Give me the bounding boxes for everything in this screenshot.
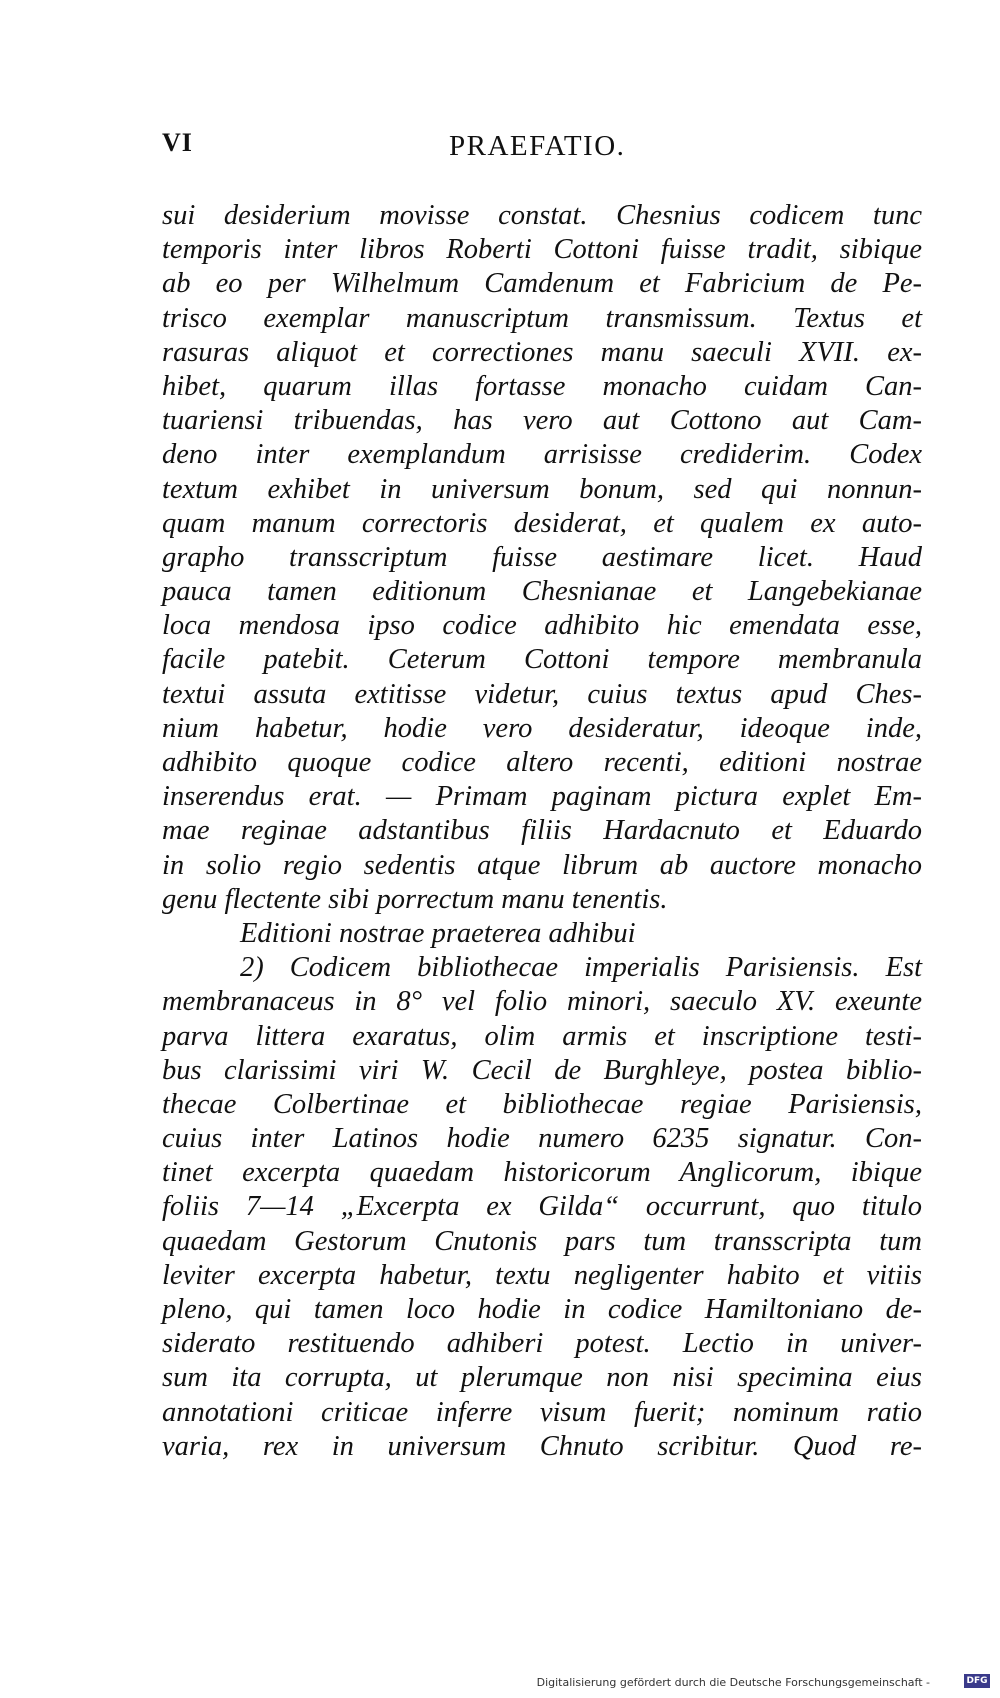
text-line: sui desiderium movisse constat. Chesnius codicem tunc [162, 200, 922, 231]
text-line: bus clarissimi viri W. Cecil de Burghleye, postea biblio- [162, 1054, 922, 1086]
text-line: textui assuta extitisse videtur, cuius textus apud Ches- [162, 678, 922, 710]
text-line: pauca tamen editionum Chesnianae et Langebekianae [162, 576, 922, 608]
text-line: textum exhibet in universum bonum, sed qui nonnun- [162, 473, 922, 505]
text-line: thecae Colbertinae et bibliothecae regiae Parisiensis, [162, 1088, 922, 1120]
text-line: grapho transscriptum fuisse aestimare licet. Haud [162, 541, 922, 573]
text-line: quaedam Gestorum Cnutonis pars tum transscripta tum [162, 1225, 922, 1257]
text-line: mae reginae adstantibus filiis Hardacnuto et Eduardo [162, 815, 922, 847]
text-line: parva littera exaratus, olim armis et inscriptione testi- [162, 1020, 922, 1052]
text-line: tinet excerpta quaedam historicorum Anglicorum, ibique [162, 1157, 922, 1189]
text-line: foliis 7—14 „Excerpta ex Gilda“ occurrunt, quo titulo [162, 1191, 922, 1223]
text-line: sum ita corrupta, ut plerumque non nisi specimina eius [162, 1362, 922, 1394]
text-line: 2) Codicem bibliothecae imperialis Parisiensis. Est [240, 952, 922, 984]
text-line: pleno, qui tamen loco hodie in codice Hamiltoniano de- [162, 1294, 922, 1325]
body-text [162, 199, 922, 1464]
text-line: annotationi criticae inferre visum fuerit; nominum ratio [162, 1396, 922, 1428]
text-line: loca mendosa ipso codice adhibito hic emendata esse, [162, 610, 922, 642]
text-line: membranaceus in 8° vel folio minori, saeculo XV. exeunte [162, 986, 922, 1018]
text-line: varia, rex in universum Chnuto scribitur. Quod re- [162, 1430, 922, 1462]
running-head: PRAEFATIO. [449, 130, 626, 162]
text-line: genu flectente sibi porrectum manu tenentis. [162, 883, 668, 915]
text-line: deno inter exemplandum arrisisse crediderim. Codex [162, 439, 922, 471]
text-line: siderato restituendo adhiberi potest. Lectio in univer- [162, 1328, 922, 1360]
text-line: rasuras aliquot et correctiones manu saeculi XVII. ex- [162, 336, 922, 368]
text-line: cuius inter Latinos hodie numero 6235 signatur. Con- [162, 1123, 922, 1155]
digitization-credit: Digitalisierung gefördert durch die Deutsche Forschungsgemeinschaft - [536, 1676, 930, 1689]
page-number: VI [162, 128, 193, 157]
text-line: temporis inter libros Roberti Cottoni fuisse tradit, sibique [162, 234, 922, 266]
text-line: inserendus erat. — Primam paginam pictura explet Em- [162, 781, 922, 813]
dfg-logo: DFG [964, 1674, 990, 1688]
text-line: Editioni nostrae praeterea adhibui [240, 917, 636, 949]
text-line: facile patebit. Ceterum Cottoni tempore membranula [162, 644, 922, 676]
text-line: in solio regio sedentis atque librum ab auctore monacho [162, 849, 922, 881]
text-line: tuariensi tribuendas, has vero aut Cottono aut Cam- [162, 405, 922, 437]
text-line: ab eo per Wilhelmum Camdenum et Fabricium de Pe- [162, 268, 922, 300]
text-line: leviter excerpta habetur, textu negligenter habito et vitiis [162, 1259, 922, 1291]
text-line: nium habetur, hodie vero desideratur, ideoque inde, [162, 712, 922, 744]
text-line: trisco exemplar manuscriptum transmissum. Textus et [162, 302, 922, 334]
text-line: adhibito quoque codice altero recenti, editioni nostrae [162, 747, 922, 778]
page-header [162, 128, 952, 168]
text-line: quam manum correctoris desiderat, et qualem ex auto- [162, 507, 922, 539]
text-line: hibet, quarum illas fortasse monacho cuidam Can- [162, 370, 922, 402]
